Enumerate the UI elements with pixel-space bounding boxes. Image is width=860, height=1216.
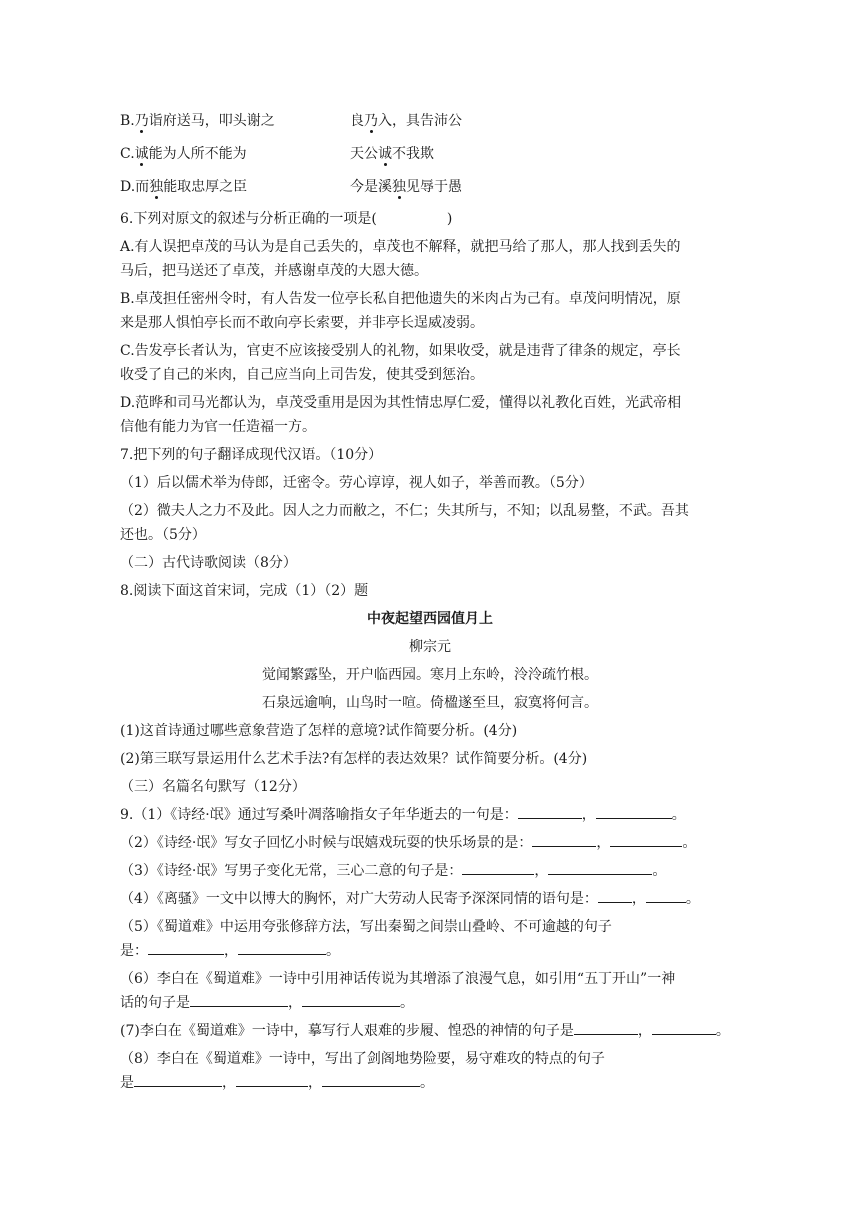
answer-blank[interactable] [238,940,326,955]
q9-item-1: 9.（1）《诗经·氓》通过写桑叶凋落喻指女子年华逝去的一句是： ， 。 [120,803,740,827]
answer-blank[interactable] [646,888,686,903]
question-6-stem: 6.下列对原文的叙述与分析正确的一项是( ) [120,211,453,227]
option-b-left: B.乃诣府送马，叩头谢之 [120,112,275,129]
answer-blank[interactable] [652,1020,716,1035]
section-3-heading: （三）名篇名句默写（12分） [120,779,306,795]
option-d-left: D.而独能取忠厚之臣 [120,178,248,195]
answer-blank[interactable] [148,940,224,955]
q9-item-7: (7)李白在《蜀道难》一诗中，摹写行人艰难的步履、惶恐的神情的句子是 ， 。 [120,1019,740,1043]
answer-blank[interactable] [134,1072,222,1087]
answer-blank[interactable] [574,1020,638,1035]
answer-blank[interactable] [236,1072,308,1087]
answer-blank[interactable] [322,1072,420,1087]
answer-blank[interactable] [610,832,682,847]
answer-blank[interactable] [548,860,652,875]
answer-blank[interactable] [462,860,534,875]
q9-item-8: （8）李白在《蜀道难》一诗中，写出了剑阁地势险要，易守难攻的特点的句子 是 ， ， 。 [120,1051,605,1091]
q6-option-b: B.卓茂担任密州令时，有人告发一位亭长私自把他遗失的米肉占为己有。卓茂问明情况，原 来是那人惧怕亭长而不敢向亭长索要，并非亭长逞威凌弱。 [120,291,681,331]
option-b-right: 良乃入，具告沛公 [350,112,462,129]
answer-blank[interactable] [518,804,582,819]
question-8-stem: 8.阅读下面这首宋词，完成（1）（2）题 [120,583,369,599]
option-d-right: 今是溪独见辱于愚 [350,178,462,195]
q6-option-d: D.范晔和司马光都认为，卓茂受重用是因为其性情忠厚仁爱，懂得以礼教化百姓，光武帝相 信他有能力为官一任造福一方。 [120,395,682,435]
exam-content [120,104,740,1095]
answer-blank[interactable] [302,992,400,1007]
poem-author: 柳宗元 [409,639,451,655]
q8-part-1: (1)这首诗通过哪些意象营造了怎样的意境?试作简要分析。(4分) [120,723,518,739]
emphasis-dot-char: 乃 [364,112,378,129]
answer-blank[interactable] [598,888,632,903]
emphasis-dot-char: 乃 [134,112,149,129]
poem-line-2: 石泉远逾响，山鸟时一喧。倚楹遂至旦，寂寞将何言。 [262,695,598,711]
q8-part-2: (2)第三联写景运用什么艺术手法?有怎样的表达效果？试作简要分析。(4分) [120,751,588,767]
emphasis-dot-char: 诚 [134,145,149,162]
q9-item-2: （2）《诗经·氓》写女子回忆小时候与氓嬉戏玩耍的快乐场景的是： ， 。 [120,831,740,855]
option-c-right: 天公诚不我欺 [350,145,434,162]
q9-item-3: （3）《诗经·氓》写男子变化无常，三心二意的句子是： ， 。 [120,859,740,883]
option-row-d [120,170,740,203]
poem-title: 中夜起望西园值月上 [367,611,493,627]
q9-item-5: （5）《蜀道难》中运用夸张修辞方法，写出秦蜀之间崇山叠岭、不可逾越的句子 是： ， 。 [120,919,612,959]
answer-blank[interactable] [596,804,672,819]
section-2-heading: （二）古代诗歌阅读（8分） [120,555,297,571]
emphasis-dot-char: 独 [392,178,406,195]
q7-sentence-1: （1）后以儒术举为侍郎，迁密令。劳心谆谆，视人如子，举善而教。（5分） [120,475,593,491]
option-row-c [120,137,740,170]
question-7-stem: 7.把下列的句子翻译成现代汉语。（10分） [120,447,383,463]
q6-option-a: A.有人误把卓茂的马认为是自己丢失的，卓茂也不解释，就把马给了那人，那人找到丢失的 马后，把马送还了卓茂，并感谢卓茂的大恩大德。 [120,239,681,279]
q6-option-c: C.告发亭长者认为，官吏不应该接受别人的礼物，如果收受，就是违背了律条的规定，亭长 收受了自己的米肉，自己应当向上司告发，使其受到惩治。 [120,343,681,383]
poem-line-1: 觉闻繁露坠，开户临西园。寒月上东岭，泠泠疏竹根。 [262,667,598,683]
q9-item-4: （4）《离骚》一文中以博大的胸怀，对广大劳动人民寄予深深同情的语句是： ， 。 [120,887,740,911]
q7-sentence-2: （2）微夫人之力不及此。因人之力而敝之，不仁；失其所与，不知；以乱易整，不武。吾其 还也。（5分） [120,503,689,543]
answer-blank[interactable] [190,992,288,1007]
emphasis-dot-char: 诚 [378,145,392,162]
option-row-b [120,104,740,137]
q9-item-6: （6）李白在《蜀道难》一诗中引用神话传说为其增添了浪漫气息，如引用“五丁开山”一神 话的句子是 ， 。 [120,971,676,1011]
option-c-left: C.诚能为人所不能为 [120,145,247,162]
answer-blank[interactable] [532,832,596,847]
emphasis-dot-char: 独 [149,178,164,195]
